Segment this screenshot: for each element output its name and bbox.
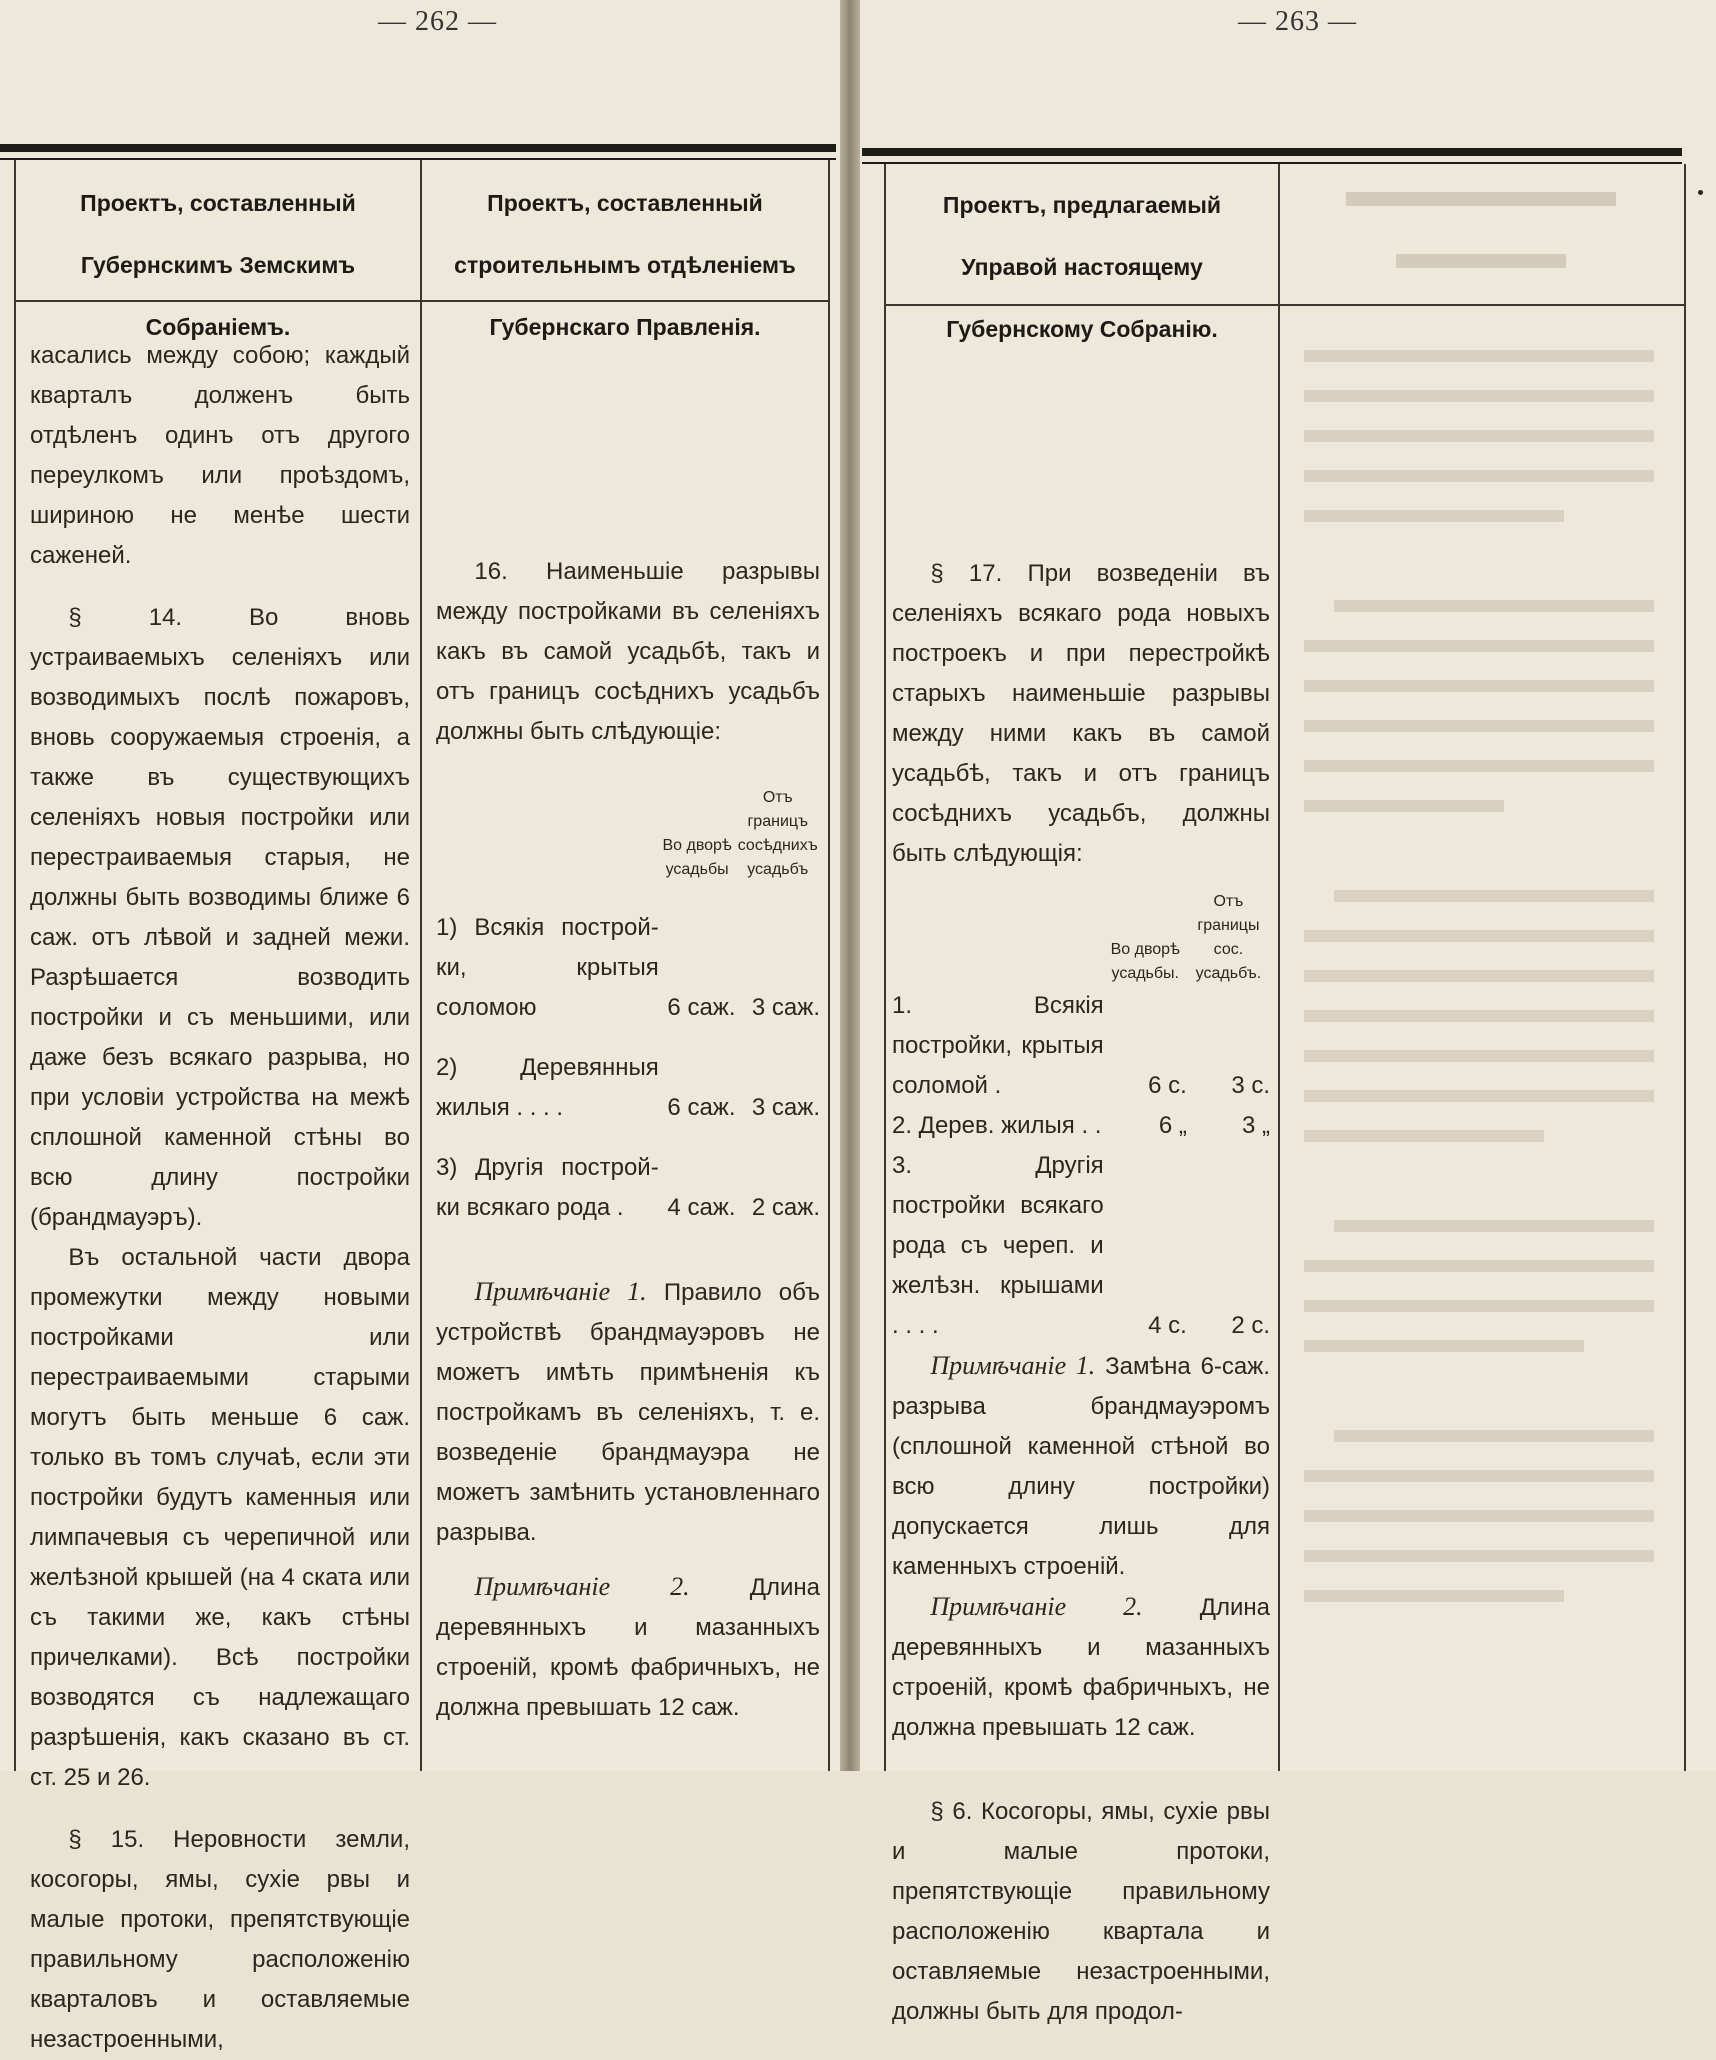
col-divider-right-edge [884, 164, 886, 1771]
table-row-1-border: 3 саж. [751, 994, 820, 1021]
col1-paragraph-2: § 14. Во вновь устраиваемыхъ селеніяхъ или возводимыхъ послѣ пожаровъ, вновь сооружаемыя строенія, а также въ существующихъ селеніяхъ новыя постройки или перестраиваемыя старыя, не должны быть возводимы ближе 6 саж. отъ лѣвой и задней межи. Разрѣшается возводить постройки и съ меньшими, или даже безъ всякаго разрыва, но при условіи устройства на межѣ сплошной каменной стѣны во всю длину постройки (брандмауэръ). [30, 604, 410, 1231]
table-row [436, 1028, 820, 1128]
right-page [860, 0, 1716, 2025]
table-row-2-yard: 6 саж. [667, 1094, 736, 1121]
col3-note-1 [892, 1346, 1270, 1587]
page-number-right: — 263 — [1238, 6, 1357, 37]
col1-paragraph-3: Въ остальной части двора промежутки между новыми постройками или перестраиваемыми старыми могутъ быть меньше 6 саж. только въ томъ случаѣ, если эти постройки будутъ каменныя или лимпачевыя съ черепичной или желѣзной крышей (на 4 ската или съ такими же, какъ стѣны причелками). Всѣ постройки возводятся съ надлежащаго разрѣшенія, какъ сказано въ ст. ст. 25 и 26. [30, 1244, 410, 1791]
col1-paragraph-1: касались между собою; каждый кварталъ долженъ быть отдѣленъ одинъ отъ другого переулкомъ или проѣздомъ, шириною не менѣе шести саженей. [30, 342, 410, 569]
table-row-1-yard: 6 саж. [667, 994, 736, 1021]
table-row-1-yard: 6 с. [1148, 1072, 1187, 1099]
top-rule-left [0, 144, 836, 152]
col3-body [892, 554, 1270, 2032]
table-header-yard: Во дворѣ усадьбы [662, 837, 732, 878]
table-row [436, 882, 820, 1028]
col3-header: Проектъ, предлагаемый Управой настоящему Губернскому Собранію. [942, 192, 1222, 342]
table-row-3-label: 3. Другія постройки всякаго рода съ череп. и желѣзн. крышами . . . . [892, 1152, 1104, 1339]
table-row-1-label: 1. Всякія постройки, крытыя соломой . [892, 992, 1104, 1099]
col2-note-2-text: Длина деревянныхъ и мазанныхъ строеній, кромѣ фабричныхъ, не должна превышать 12 саж. [436, 1574, 821, 1721]
col-divider-right-middle [1278, 164, 1280, 1771]
table-header-yard: Во дворѣ усадьбы. [1110, 941, 1180, 982]
col2-note-2-title: Примѣчаніе 2. [474, 1572, 690, 1601]
margin-dot [1698, 190, 1703, 195]
bleed-through-text-lines [1294, 340, 1670, 1640]
table-row-2-label: 2. Дерев. жилыя . . [892, 1112, 1102, 1139]
top-rule-right [862, 148, 1682, 156]
col4-header-bleed [1286, 174, 1678, 321]
table-row [892, 1106, 1270, 1146]
col-divider-left-edge [14, 160, 16, 1771]
col3-note-1-title: Примѣчаніе 1. [930, 1351, 1096, 1380]
page-number-left: — 262 — [378, 6, 497, 37]
table-row [892, 986, 1270, 1106]
col2-note-1 [436, 1272, 820, 1553]
table-header-border: Отъ границы сос. усадьбъ. [1195, 893, 1262, 982]
col1-header: Проектъ, составленный Губернскимъ Земскимъ Собраніемъ. [80, 190, 356, 340]
top-rule-thin-right [862, 162, 1682, 164]
table-header-border: Отъ границъ сосѣднихъ усадьбъ [737, 789, 818, 878]
table-row-2-border: 3 „ [1241, 1112, 1270, 1139]
col2-note-2 [436, 1567, 820, 1728]
col2-distance-table [436, 786, 820, 1228]
col2-paragraph-1: 16. Наименьшіе разрывы между постройками въ селеніяхъ какъ въ самой усадьбѣ, такъ и отъ границъ сосѣднихъ усадьбъ должны быть слѣдующіе: [436, 558, 820, 745]
col1-paragraph-4: § 15. Неровности земли, косогоры, ямы, сухіе рвы и малые протоки, препятствующіе правильному расположенію кварталовъ и оставляемые незастроенными, [30, 1826, 410, 2053]
col2-header: Проектъ, составленный строительнымъ отдѣленіемъ Губернскаго Правленія. [454, 190, 796, 340]
col3-paragraph-2: § 6. Косогоры, ямы, сухіе рвы и малые протоки, препятствующіе правильному расположенію квартала и оставляемые незастроенными, должны быть для продол- [892, 1798, 1270, 2025]
col3-note-2-title: Примѣчаніе 2. [930, 1592, 1143, 1621]
table-row [436, 1128, 820, 1228]
col3-distance-table [892, 890, 1270, 1346]
table-row-2-yard: 6 „ [1158, 1112, 1187, 1139]
table-row-2-label: 2) Деревянныя жилыя . . . . [436, 1054, 659, 1121]
col-divider-left-middle [420, 160, 422, 1771]
table-row-3-border: 2 саж. [751, 1194, 820, 1221]
table-row-1-border: 3 с. [1231, 1072, 1270, 1099]
top-rule-thin-left [0, 158, 836, 160]
col3-note-1-text: Замѣна 6-саж. разрыва брандмауэромъ (сплошной каменной стѣной во всю длину постройки) допускается лишь для каменныхъ строеній. [892, 1353, 1270, 1580]
book-gutter [840, 0, 860, 1771]
table-row-2-border: 3 саж. [751, 1094, 820, 1121]
bleed-through-lines [1286, 174, 1678, 298]
col-divider-left-right [828, 160, 830, 1771]
table-row-1-label: 1) Всякія построй-ки, крытыя соломою [436, 914, 659, 1021]
table-row [892, 1146, 1270, 1346]
col3-paragraph-1: § 17. При возведеніи въ селеніяхъ всякаго рода новыхъ построекъ и при перестройкѣ старыхъ наименьшіе разрывы между ними какъ въ самой усадьбѣ, такъ и отъ границъ сосѣднихъ усадьбъ, должны быть слѣдующія: [892, 560, 1270, 867]
col3-note-2 [892, 1587, 1270, 1748]
col-divider-right-right [1684, 164, 1686, 1771]
col4-bleed-through [1294, 340, 1670, 1653]
table-row-3-border: 2 с. [1231, 1312, 1270, 1339]
table-header-row [436, 786, 820, 882]
table-header-row [892, 890, 1270, 986]
col1-body [30, 336, 410, 2060]
table-row-3-yard: 4 саж. [667, 1194, 736, 1221]
table-row-3-yard: 4 с. [1148, 1312, 1187, 1339]
left-page [0, 0, 840, 2053]
table-row-3-label: 3) Другія построй-ки всякаго рода . [436, 1154, 659, 1221]
col2-body [436, 552, 820, 1728]
col3-note-2-text: Длина деревянныхъ и мазанныхъ строеній, кромѣ фабричныхъ, не должна превышать 12 саж. [892, 1594, 1271, 1741]
col2-note-1-title: Примѣчаніе 1. [474, 1277, 647, 1306]
col2-note-1-text: Правило объ устройствѣ брандмауэровъ не можетъ имѣть примѣненія къ постройкамъ въ селеніяхъ, т. е. возведеніе брандмауэра не можетъ замѣнить установленнаго разрыва. [436, 1279, 821, 1546]
